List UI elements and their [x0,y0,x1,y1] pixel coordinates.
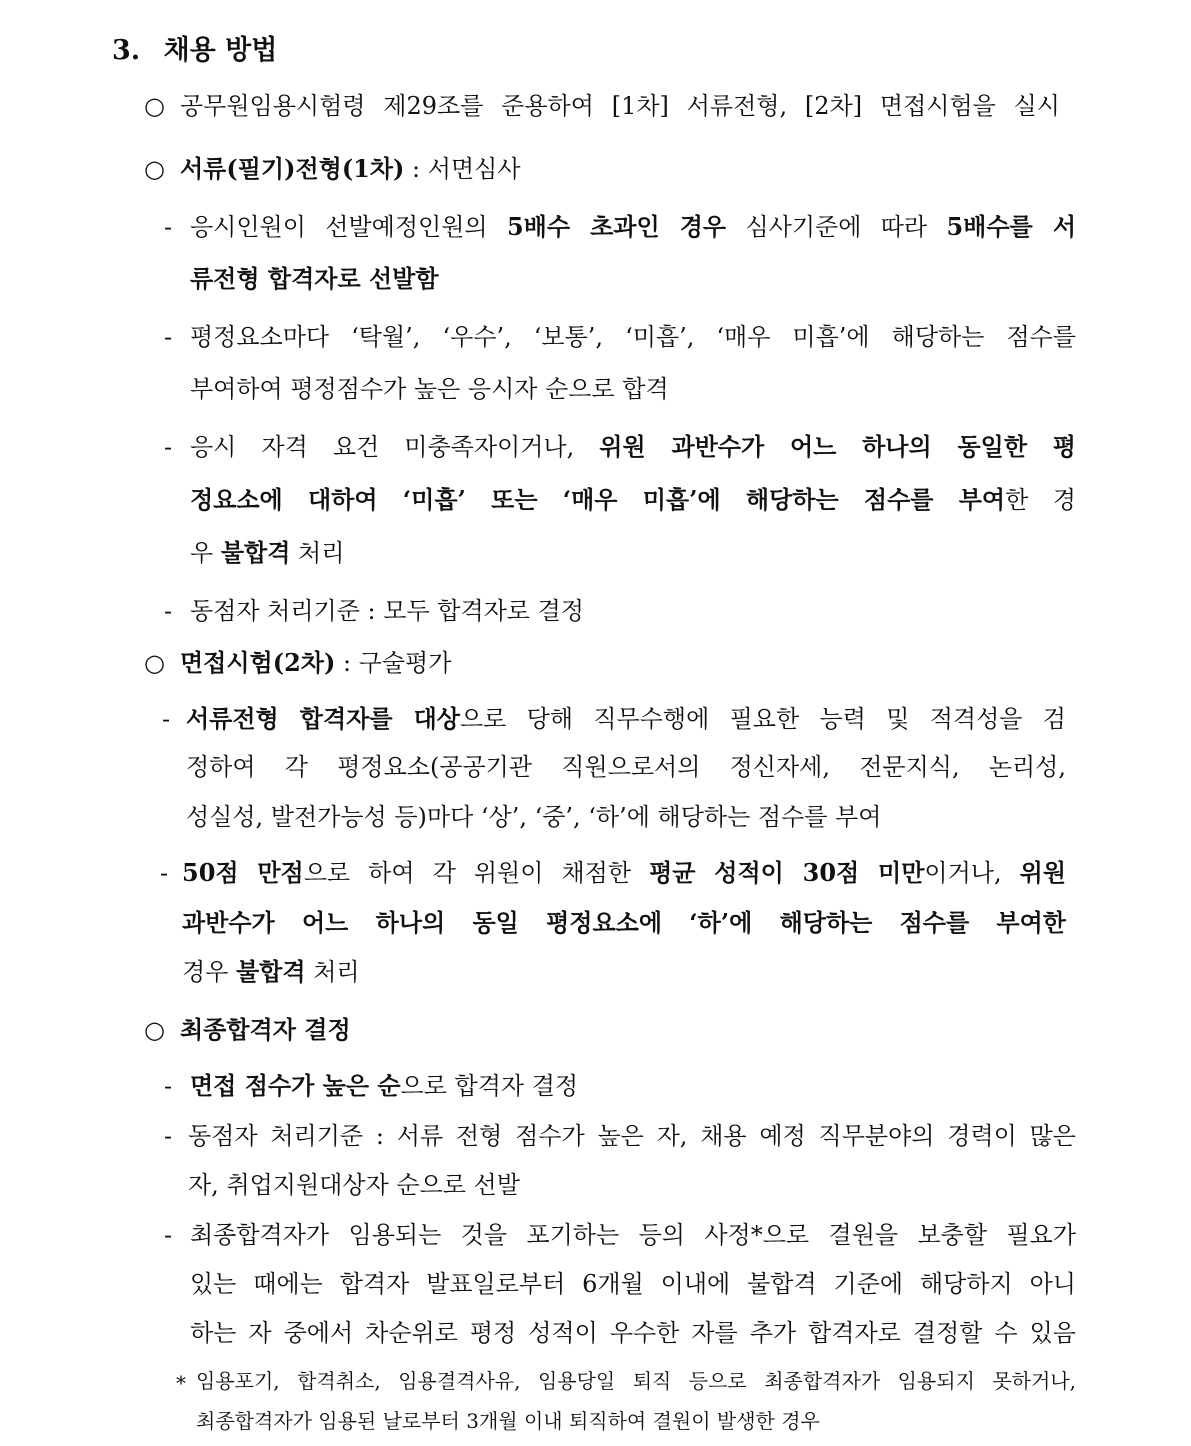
stage2-item2-line2: 과반수가 어느 하나의 동일 평정요소에 ‘하’에 해당하는 점수를 부여한 [182,908,1066,937]
footnote-line2: 최종합격자가 임용된 날로부터 3개월 이내 퇴직하여 결원이 발생한 경우 [196,1409,820,1433]
stage1-desc: 서면심사 [427,155,521,183]
footnote-marker: * [176,1371,186,1395]
emphasis-run: 평균 성적이 30점 미만 [649,858,925,887]
bullet-dash: - [164,1072,173,1100]
stage1-item2-line1: 평정요소마다 ‘탁월’, ‘우수’, ‘보통’, ‘미흡’, ‘매우 미흡’에 해당하는 점수를 [190,323,1076,351]
section-number: 3. [112,35,141,66]
stage1-item3-line3 [190,536,344,570]
emphasis-run: 5배수 초과인 경우 [506,212,727,241]
final-item2-line1: 동점자 처리기준 : 서류 전형 점수가 높은 자, 채용 예정 직무분야의 경력이 많은 [188,1122,1076,1150]
stage2-item1-line1 [186,702,1066,736]
text-run: 한 경 [1005,486,1076,514]
stage2-item1-line2: 정하여 각 평정요소(공공기관 직원으로서의 정신자세, 전문지식, 논리성, [186,753,1066,781]
emphasis-run: 정요소에 대하여 ‘미흡’ 또는 ‘매우 미흡’에 해당하는 점수를 부여 [190,485,1006,514]
emphasis-run: 면접 점수가 높은 순 [190,1071,401,1100]
emphasis-run: 불합격 [220,538,291,567]
bullet-dash: - [164,1221,173,1249]
final-item2-line2: 자, 취업지원대상자 순으로 선발 [188,1171,520,1199]
stage1-separator: : [404,155,428,183]
stage1-item2-line2: 부여하여 평정점수가 높은 응시자 순으로 합격 [190,375,669,403]
text-run: 으로 하여 각 위원이 채점한 [303,859,650,887]
emphasis-run: 5배수를 서 [946,212,1077,241]
bullet-dash: - [164,597,173,625]
stage2-item2-line3 [182,955,360,989]
final-title: 최종합격자 결정 [180,1015,351,1044]
stage1-title: 서류(필기)전형(1차) [180,154,405,183]
bullet-dash: - [164,323,173,351]
stage2-separator: : [335,649,359,677]
footnote-line1: 임용포기, 합격취소, 임용결격사유, 임용당일 퇴직 등으로 최종합격자가 임용되지 못하거나, [196,1369,1076,1393]
bullet-dash: - [160,859,169,887]
bullet-dash: - [164,1122,173,1150]
stage2-item2-line1 [182,856,1066,890]
bullet-dash: - [164,433,173,461]
stage1-item3-line1 [190,430,1076,464]
final-item1 [190,1069,578,1103]
emphasis-run: 위원 과반수가 어느 하나의 동일한 평 [599,432,1076,461]
bullet-circle: ○ [144,649,165,677]
stage1-item3-line2 [190,483,1076,517]
bullet-dash: - [162,705,171,733]
text-run: 경우 [182,958,236,986]
bullet-circle: ○ [144,92,165,120]
stage1-item1-line1 [190,210,1076,244]
stage1-item1-line2: 류전형 합격자로 선발함 [190,264,439,293]
stage2-heading [180,646,451,680]
stage2-desc: 구술평가 [358,649,452,677]
emphasis-run: 50점 만점 [182,858,304,887]
stage2-item1-line3: 성실성, 발전가능성 등)마다 ‘상’, ‘중’, ‘하’에 해당하는 점수를 부여 [186,803,882,831]
bullet-dash: - [164,213,173,241]
final-item3-line1: 최종합격자가 임용되는 것을 포기하는 등의 사정*으로 결원을 보충할 필요가 [190,1221,1076,1249]
bullet-circle: ○ [144,155,165,183]
text-run: 처리 [290,539,345,567]
stage2-title: 면접시험(2차) [180,648,336,677]
emphasis-run: 위원 [1019,858,1067,887]
text-run: 으로 당해 직무수행에 필요한 능력 및 적격성을 검 [459,705,1066,733]
final-item3-line3: 하는 자 중에서 차순위로 평정 성적이 우수한 자를 추가 합격자로 결정할 수 있음 [190,1319,1076,1347]
section-title: 채용 방법 [163,35,278,66]
text-run: 우 [190,539,221,567]
section-heading [112,34,277,68]
text-run: 처리 [305,958,360,986]
text-run: 으로 합격자 결정 [400,1072,579,1100]
stage1-heading [180,152,521,186]
emphasis-run: 서류전형 합격자를 대상 [186,704,460,733]
text-run: 응시인원이 선발예정인원의 [190,213,507,241]
text-run: 심사기준에 따라 [726,213,947,241]
intro-text: 공무원임용시험령 제29조를 준용하여 [1차] 서류전형, [2차] 면접시험을 실시 [180,92,1060,120]
emphasis-run: 불합격 [236,957,306,986]
stage1-item4: 동점자 처리기준 : 모두 합격자로 결정 [190,597,584,625]
bullet-circle: ○ [144,1016,165,1044]
text-run: 이거나, [924,859,1020,887]
final-item3-line2: 있는 때에는 합격자 발표일로부터 6개월 이내에 불합격 기준에 해당하지 아니 [190,1270,1076,1298]
text-run: 응시 자격 요건 미충족자이거나, [190,433,600,461]
